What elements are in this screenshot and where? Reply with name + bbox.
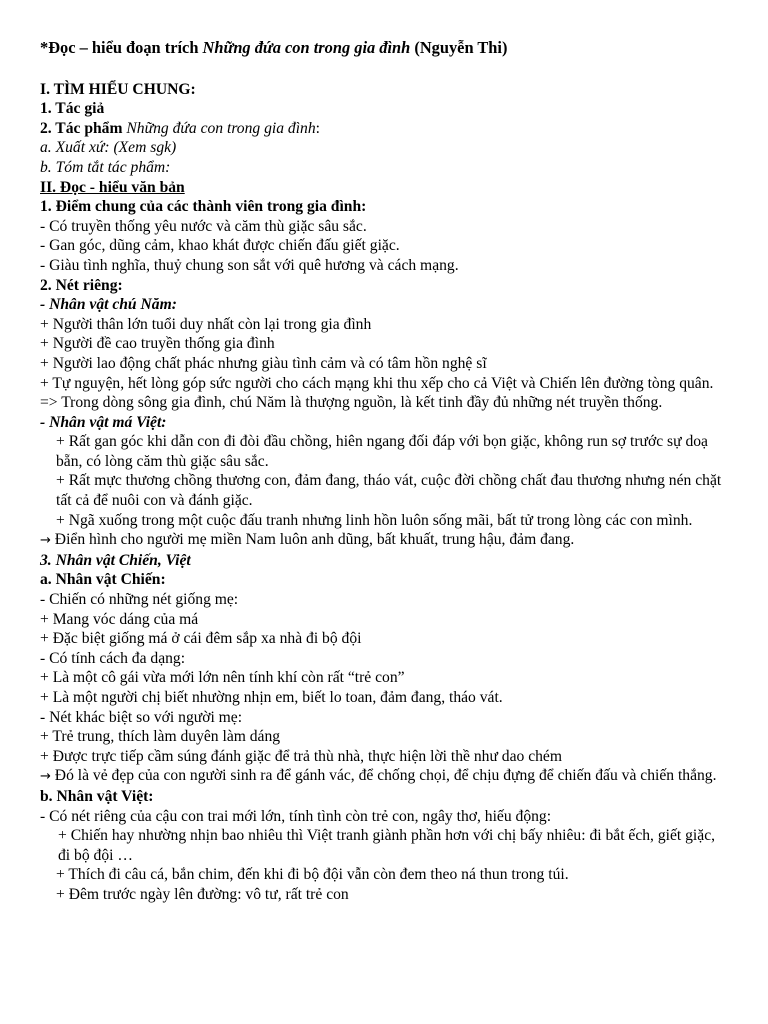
chien-like-item: + Đặc biệt giống má ở cái đêm sắp xa nhà đi bộ đội (40, 630, 362, 648)
viet-item: + Thích đi câu cá, bắn chim, đến khi đi bộ đội vẫn còn đem theo ná thun trong túi. (56, 866, 569, 884)
uncle-nam-item: + Người lao động chất phác nhưng giàu tình cảm và có tâm hồn nghệ sĩ (40, 354, 487, 372)
chien-diff-item: + Được trực tiếp cầm súng đánh giặc để trả thù nhà, thực hiện lời thề như dao chém (40, 747, 562, 765)
uncle-nam-item: + Người thân lớn tuổi duy nhất còn lại trong gia đình (40, 315, 372, 333)
chien-heading: a. Nhân vật Chiến: (40, 571, 166, 589)
title-work-name: Những đứa con trong gia đình (202, 38, 411, 57)
mother-item: + Rất gan góc khi dẫn con đi đòi đầu chồng, hiên ngang đối đáp với bọn giặc, không run sợ trước sự doạ bẵn, có lòng căm thù giặc sâu sắc. (56, 433, 708, 470)
mother-heading: - Nhân vật má Việt: (40, 413, 167, 431)
work-colon: : (315, 119, 320, 137)
siblings-heading: 3. Nhân vật Chiến, Việt (40, 551, 191, 569)
uncle-nam-item: + Người đề cao truyền thống gia đình (40, 335, 275, 353)
arrow-right-icon: → (40, 533, 51, 549)
common-trait-item: - Giàu tình nghĩa, thuỷ chung son sắt với quê hương và cách mạng. (40, 256, 459, 274)
chien-diverse: - Có tính cách đa dạng: (40, 649, 186, 667)
viet-item: + Chiến hay nhường nhịn bao nhiêu thì Việt tranh giành phần hơn với chị bấy nhiêu: đi bắt ếch, giết giặc, đi bộ đội … (58, 827, 716, 864)
chien-like-item: + Mang vóc dáng của má (40, 610, 199, 628)
title-prefix: *Đọc – hiểu đoạn trích (40, 38, 203, 57)
mother-conclusion-text: Điển hình cho người mẹ miền Nam luôn anh dũng, bất khuất, trung hậu, đảm đang. (50, 531, 575, 549)
work-name: Những đứa con trong gia đình (126, 119, 316, 137)
chien-diverse-item: + Là một cô gái vừa mới lớn nên tính khí còn rất “trẻ con” (40, 669, 405, 687)
spacer (40, 58, 726, 80)
chien-conclusion (40, 766, 726, 787)
chien-diff: - Nét khác biệt so với người mẹ: (40, 708, 243, 726)
work-heading (40, 119, 726, 139)
uncle-nam-item: + Tự nguyện, hết lòng góp sức người cho cách mạng khi thu xếp cho cả Việt và Chiến lên đường tòng quân. (40, 374, 714, 392)
viet-intro: - Có nét riêng của cậu con trai mới lớn, tính tình còn trẻ con, ngây thơ, hiếu động: (40, 807, 552, 825)
arrow-right-icon: → (40, 769, 51, 785)
chien-like-mother: - Chiến có những nét giống mẹ: (40, 591, 239, 609)
title-author: (Nguyễn Thi) (410, 38, 508, 57)
mother-item: + Ngã xuống trong một cuộc đấu tranh nhưng linh hồn luôn sống mãi, bất tử trong lòng các con mình. (56, 511, 693, 529)
document-title (40, 38, 726, 58)
chien-diff-item: + Trẻ trung, thích làm duyên làm dáng (40, 728, 281, 746)
common-trait-item: - Có truyền thống yêu nước và căm thù giặc sâu sắc. (40, 217, 367, 235)
private-traits-heading: 2. Nét riêng: (40, 276, 123, 294)
origin-line: a. Xuất xứ: (Xem sgk) (40, 139, 177, 157)
viet-heading: b. Nhân vật Việt: (40, 787, 154, 805)
viet-item: + Đêm trước ngày lên đường: vô tư, rất trẻ con (56, 885, 349, 903)
work-label: 2. Tác phẩm (40, 119, 127, 137)
section-2-heading: II. Đọc - hiểu văn bản (40, 178, 185, 196)
chien-conclusion-text: Đó là vẻ đẹp của con người sinh ra để gánh vác, để chống chọi, để chịu đựng để chiến đấu và chiến thắng. (50, 767, 717, 785)
mother-item: + Rất mực thương chồng thương con, đảm đang, tháo vát, cuộc đời chồng chất đau thương nhưng nén chặt tất cả để nuôi con và đánh giặc. (56, 472, 722, 510)
uncle-nam-heading: - Nhân vật chú Năm: (40, 296, 177, 314)
chien-diverse-item: + Là một người chị biết nhường nhịn em, biết lo toan, đảm đang, tháo vát. (40, 689, 503, 706)
common-traits-heading: 1. Điểm chung của các thành viên trong gia đình: (40, 198, 367, 216)
section-1-heading: I. TÌM HIỂU CHUNG: (40, 80, 196, 98)
uncle-nam-conclusion: => Trong dòng sông gia đình, chú Năm là thượng nguồn, là kết tinh đầy đủ những nét truyền thống. (40, 394, 663, 412)
mother-conclusion (40, 530, 726, 551)
common-trait-item: - Gan góc, dũng cảm, khao khát được chiến đấu giết giặc. (40, 237, 400, 255)
summary-line: b. Tóm tắt tác phẩm: (40, 158, 171, 176)
author-heading: 1. Tác giả (40, 100, 105, 118)
